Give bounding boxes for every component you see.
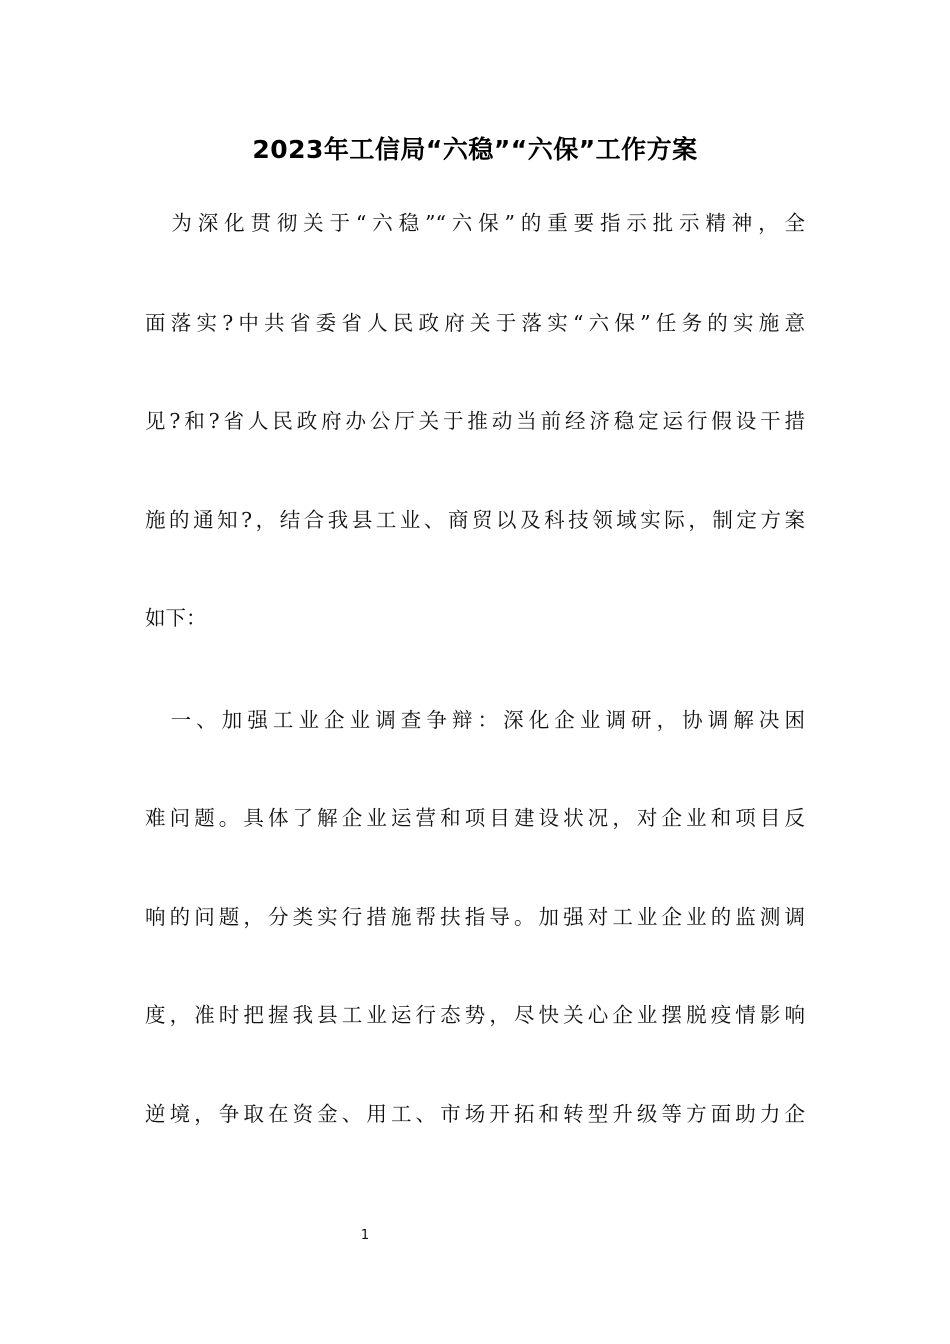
paragraph-line: 逆境，争取在资金、用工、市场开拓和转型升级等方面助力企 [145,1102,805,1126]
paragraph-line: 一、加强工业企业调查争辩：深化企业调研，协调解决困 [145,708,805,732]
paragraph-line: 见?和?省人民政府办公厅关于推动当前经济稳定运行假设干措 [145,409,805,433]
page-number: 1 [360,1228,370,1243]
document-title: 2023年工信局“六稳”“六保”工作方案 [252,135,698,164]
paragraph-line: 响的问题，分类实行措施帮扶指导。加强对工业企业的监测调 [145,905,805,929]
paragraph-line: 如下： [145,606,207,630]
paragraph-line: 度，准时把握我县工业运行态势，尽快关心企业摆脱疫情影响 [145,1003,805,1027]
paragraph-line: 施的通知?，结合我县工业、商贸以及科技领域实际，制定方案 [145,508,805,532]
paragraph-line: 难问题。具体了解企业运营和项目建设状况，对企业和项目反 [145,806,805,830]
paragraph-line: 面落实?中共省委省人民政府关于落实“六保”任务的实施意 [145,311,805,335]
paragraph-line: 为深化贯彻关于“六稳”“六保”的重要指示批示精神，全 [145,211,805,235]
